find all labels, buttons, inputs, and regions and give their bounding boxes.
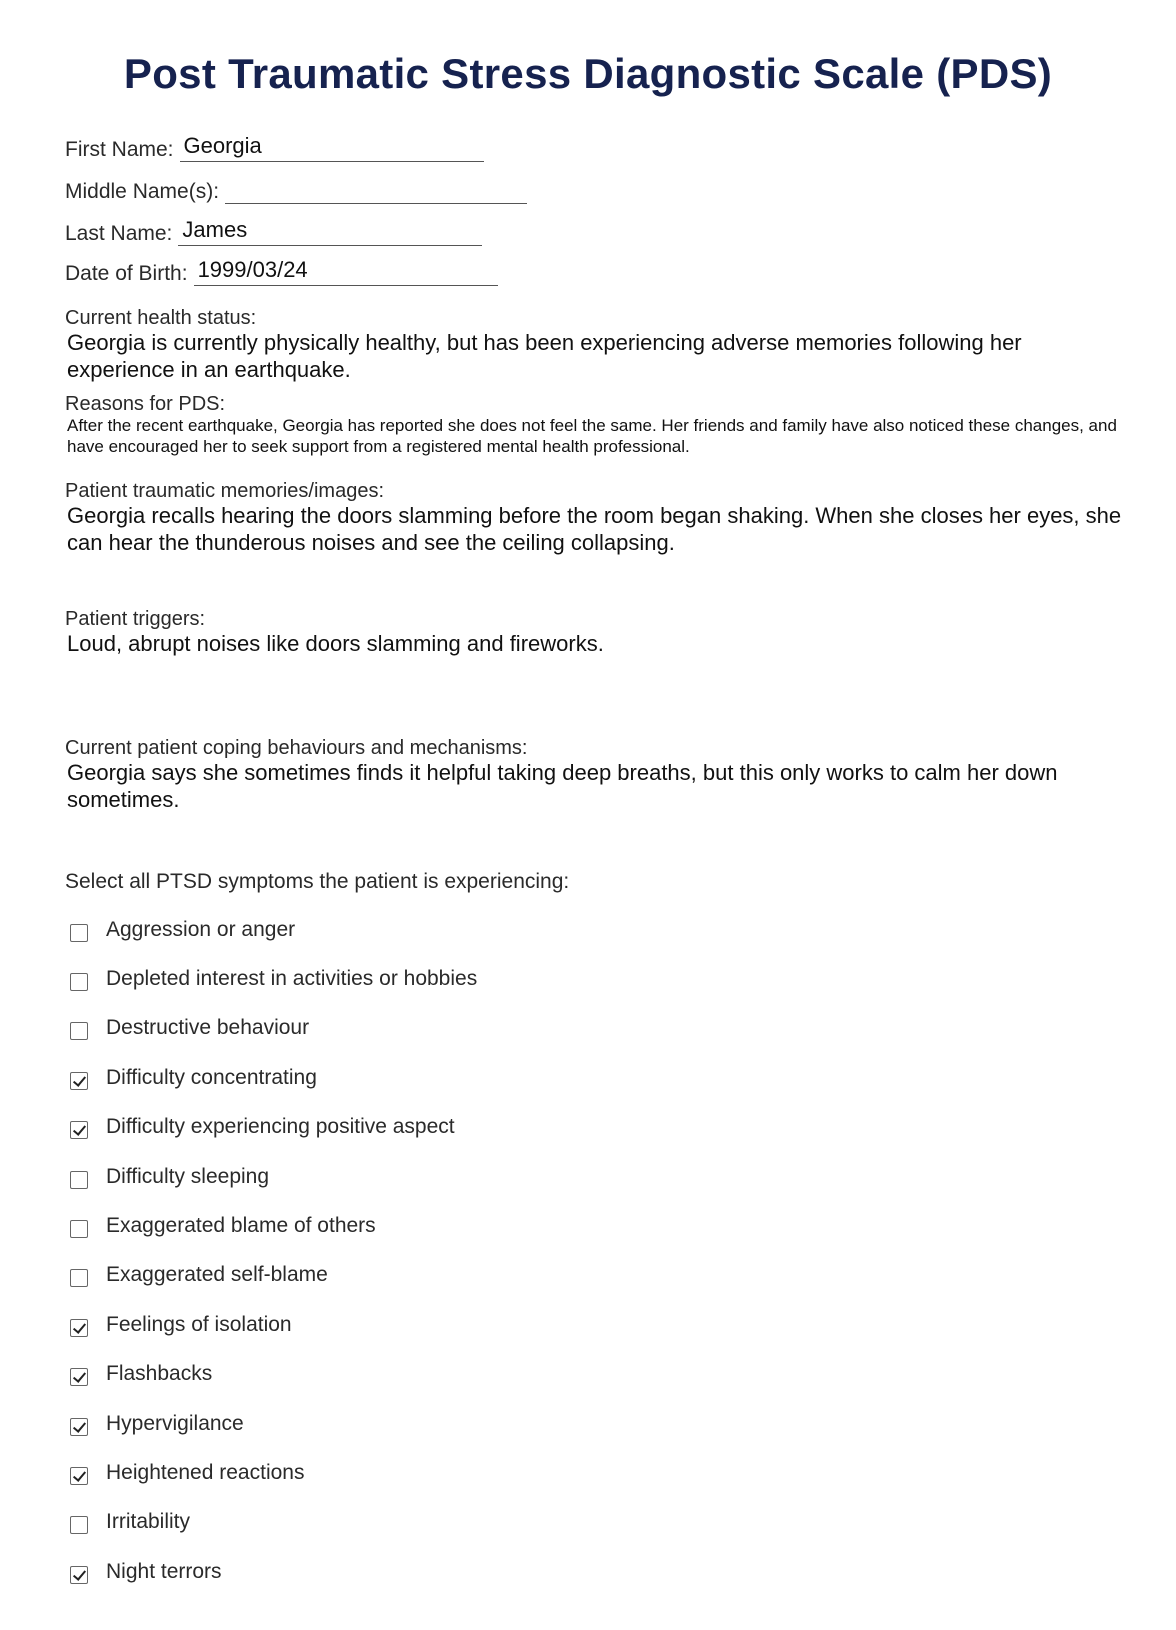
symptom-item[interactable] <box>70 1498 477 1547</box>
symptom-label: Flashbacks <box>106 1362 213 1386</box>
checkbox[interactable] <box>70 1072 88 1090</box>
checkbox[interactable] <box>70 924 88 942</box>
symptoms-checklist <box>70 905 477 1596</box>
symptom-item[interactable] <box>70 1300 477 1349</box>
health-status-text: Georgia is currently physically healthy, but has been experiencing adverse memories following her experience in an earthquake. <box>67 330 1022 382</box>
triggers-text: Loud, abrupt noises like doors slamming and fireworks. <box>67 631 604 656</box>
symptom-item[interactable] <box>70 1251 477 1300</box>
checkbox[interactable] <box>70 1319 88 1337</box>
symptom-item[interactable] <box>70 954 477 1003</box>
reasons-text: After the recent earthquake, Georgia has reported she does not feel the same. Her friends and family have also noticed these changes, and have encouraged her to seek support from a registered mental health professional. <box>67 416 1117 456</box>
dob-field <box>65 252 498 286</box>
symptom-label: Depleted interest in activities or hobbies <box>106 967 478 991</box>
checkbox[interactable] <box>70 1566 88 1584</box>
checkbox[interactable] <box>70 973 88 991</box>
middle-name-field <box>65 170 527 204</box>
checkbox[interactable] <box>70 1418 88 1436</box>
symptom-item[interactable] <box>70 1103 477 1152</box>
symptom-label: Destructive behaviour <box>106 1016 310 1040</box>
first-name-label: First Name: <box>65 138 174 161</box>
last-name-field <box>65 212 482 246</box>
symptom-label: Difficulty sleeping <box>106 1164 270 1188</box>
symptom-item[interactable] <box>70 1053 477 1102</box>
checkbox[interactable] <box>70 1269 88 1287</box>
symptom-item[interactable] <box>70 1350 477 1399</box>
triggers-label: Patient triggers: <box>65 608 206 630</box>
page-title: Post Traumatic Stress Diagnostic Scale (PDS) <box>123 50 1053 97</box>
dob-input[interactable] <box>194 252 498 286</box>
checkbox[interactable] <box>70 1368 88 1386</box>
middle-name-label: Middle Name(s): <box>65 180 220 203</box>
last-name-value: James <box>182 217 248 242</box>
first-name-field <box>65 128 484 162</box>
dob-label: Date of Birth: <box>65 262 188 285</box>
dob-value: 1999/03/24 <box>197 257 308 282</box>
health-status-section <box>65 307 1125 383</box>
symptom-item[interactable] <box>70 1004 477 1053</box>
memories-section <box>65 480 1125 556</box>
symptom-item[interactable] <box>70 1399 477 1448</box>
symptom-label: Hypervigilance <box>106 1411 244 1435</box>
symptoms-title: Select all PTSD symptoms the patient is experiencing: <box>65 870 570 893</box>
symptom-label: Exaggerated blame of others <box>106 1214 376 1238</box>
checkbox[interactable] <box>70 1171 88 1189</box>
symptom-label: Difficulty concentrating <box>106 1065 317 1089</box>
reasons-label: Reasons for PDS: <box>65 393 226 415</box>
memories-text: Georgia recalls hearing the doors slamming before the room began shaking. When she closes her eyes, she can hear the thunderous noises and see the ceiling collapsing. <box>67 503 1122 555</box>
checkbox[interactable] <box>70 1121 88 1139</box>
health-status-label: Current health status: <box>65 307 257 329</box>
symptom-label: Heightened reactions <box>106 1460 305 1484</box>
first-name-value: Georgia <box>183 133 262 158</box>
middle-name-input[interactable] <box>225 170 527 204</box>
symptom-item[interactable] <box>70 1448 477 1497</box>
first-name-input[interactable] <box>180 128 484 162</box>
symptom-item[interactable] <box>70 1152 477 1201</box>
symptom-label: Exaggerated self-blame <box>106 1263 328 1287</box>
last-name-input[interactable] <box>178 212 482 246</box>
symptom-label: Irritability <box>106 1510 191 1534</box>
symptom-label: Feelings of isolation <box>106 1312 292 1336</box>
symptom-item[interactable] <box>70 905 477 954</box>
memories-label: Patient traumatic memories/images: <box>65 480 385 502</box>
reasons-section <box>65 393 1125 457</box>
symptom-item[interactable] <box>70 1547 477 1596</box>
checkbox[interactable] <box>70 1022 88 1040</box>
triggers-section <box>65 608 1125 657</box>
last-name-label: Last Name: <box>65 222 173 245</box>
coping-section <box>65 737 1125 813</box>
symptom-label: Aggression or anger <box>106 917 296 941</box>
symptom-item[interactable] <box>70 1201 477 1250</box>
checkbox[interactable] <box>70 1467 88 1485</box>
checkbox[interactable] <box>70 1516 88 1534</box>
symptom-label: Difficulty experiencing positive aspect <box>106 1115 455 1139</box>
coping-text: Georgia says she sometimes finds it helpful taking deep breaths, but this only works to calm her down sometimes. <box>67 760 1058 812</box>
symptom-label: Night terrors <box>106 1559 222 1583</box>
checkbox[interactable] <box>70 1220 88 1238</box>
coping-label: Current patient coping behaviours and mechanisms: <box>65 737 528 759</box>
